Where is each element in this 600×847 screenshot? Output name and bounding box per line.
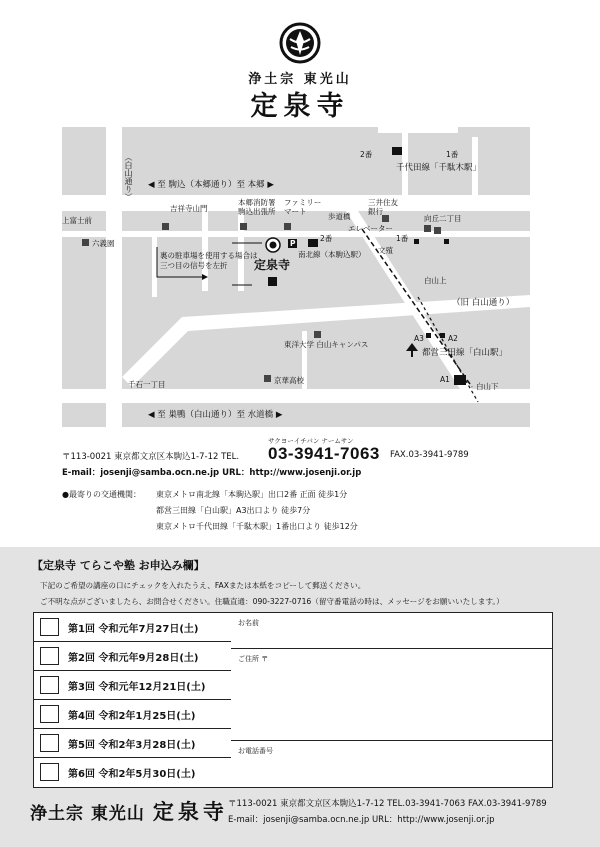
access-nanboku: 東京メトロ南北線「本駒込駅」出口2番 正面 徒歩1分 [156, 490, 348, 499]
name-field[interactable] [231, 613, 552, 649]
session-date-label: 第2回 令和元年9月28日(土) [68, 653, 199, 664]
map-label-hakusan-ue: 白山上 [424, 276, 447, 285]
session-row [34, 700, 232, 729]
footer-name: 定泉寺 [152, 799, 228, 824]
map-label-mita-line: 都営三田線「白山駅」 [422, 348, 508, 358]
map-label-sugamo-route: ◀ 至 巣鴨（白山通り）至 水道橋 ▶ [148, 410, 283, 420]
map-label-chiyoda-exit-1: 1番 [446, 150, 459, 159]
map-label-chiyoda-exit-2: 2番 [360, 150, 373, 159]
name-label: お名前 [238, 619, 259, 627]
footer-temple-name [30, 796, 228, 826]
applicant-info [231, 612, 553, 788]
address-label: ご住所 〒 [238, 655, 269, 663]
map-label-keika-high-school: 京華高校 [274, 376, 304, 385]
map-label-rikugien: 六義園 [92, 239, 115, 248]
parking-icon: P [290, 239, 296, 248]
footer-email-url: E-mail：josenji@samba.ocn.ne.jp URL：http://www.josenji.or.jp [228, 815, 495, 825]
footer-sect: 浄土宗 東光山 [30, 804, 145, 824]
fax-number: FAX.03-3941-9789 [390, 450, 469, 460]
map-label-sengoku: 千石一丁目 [128, 380, 166, 389]
map-label-komagome-dori: ◀ 至 駒込（本郷通り）至 本郷 ▶ [148, 180, 274, 190]
map-label-kamifujimae: 上富士前 [62, 216, 92, 225]
map-label-parking-note: 裏の駐車場を使用する場合は 三つ目の信号を左折 [160, 251, 258, 270]
session-checkbox-1[interactable] [40, 618, 59, 636]
session-row [34, 758, 232, 787]
address-field[interactable] [231, 649, 552, 741]
map-label-exit-2: 2番 [320, 234, 333, 243]
map-label-chiyoda-line: 千代田線「千駄木駅」 [396, 163, 482, 173]
tel-number: 03-3941-7063 [268, 444, 380, 463]
access-chiyoda: 東京メトロ千代田線「千駄木駅」1番出口より 徒歩12分 [156, 522, 358, 531]
temple-address: 〒113-0021 東京都文京区本駒込1-7-12 TEL. [62, 452, 240, 462]
sect-name: 浄土宗 東光山 [248, 72, 352, 87]
map-label-mitsui-sumitomo: 三井住友 銀行 [368, 198, 398, 216]
form-note-2: ご不明な点がございましたら、お問合せください。住職直通：090-3227-0716（留守番電話の時は、メッセージをお願いいたします。） [40, 597, 504, 606]
map-label-exit-a3: A3 [414, 334, 424, 343]
session-date-label: 第5回 令和2年3月28日(土) [68, 740, 196, 751]
tel-reading: サクヨーイチバン ナームサン [268, 437, 354, 445]
session-row [34, 642, 232, 671]
session-checkbox-4[interactable] [40, 705, 59, 723]
map-label-exit-a2: A2 [448, 334, 458, 343]
access-map [62, 127, 530, 427]
map-label-kichijoji-gate: 吉祥寺山門 [170, 204, 208, 213]
map-label-temple: 定泉寺 [254, 258, 291, 272]
email-url-line: E-mail：josenji@samba.ocn.ne.jp URL：http://www.josenji.or.jp [62, 468, 362, 478]
access-heading: ●最寄りの交通機関： [62, 490, 141, 499]
temple-crest-icon [279, 22, 321, 64]
access-mita: 都営三田線「白山駅」A3出口より 徒歩7分 [156, 506, 311, 515]
session-row [34, 671, 232, 700]
session-date-label: 第6回 令和2年5月30日(土) [68, 769, 196, 780]
session-date-label: 第4回 令和2年1月25日(土) [68, 711, 196, 722]
map-label-hakusan-shita: 白山下 [476, 382, 499, 391]
map-label-exit-a1: A1 [440, 375, 450, 384]
session-checkbox-5[interactable] [40, 734, 59, 752]
session-checkbox-2[interactable] [40, 647, 59, 665]
map-label-exit-1: 1番 [396, 234, 409, 243]
session-date-label: 第3回 令和元年12月21日(土) [68, 682, 206, 693]
session-row [34, 613, 232, 642]
session-list [33, 612, 233, 788]
form-note-1: 下記のご希望の講座の口にチェックを入れたうえ、FAXまたは本紙をコピーして郵送ください。 [40, 581, 366, 590]
phone-field[interactable] [231, 741, 552, 787]
map-label-escalator: エレベーター [348, 224, 393, 233]
session-date-label: 第1回 令和元年7月27日(土) [68, 624, 199, 635]
phone-label: お電話番号 [238, 747, 273, 755]
map-label-toyo-university: 東洋大学 白山キャンパス [284, 340, 369, 349]
footer-address: 〒113-0021 東京都文京区本駒込1-7-12 TEL.03-3941-7063 FAX.03-3941-9789 [228, 799, 547, 809]
map-label-nanboku-line: 南北線（本駒込駅） [298, 250, 366, 259]
map-label-mukogaoka: 向丘二丁目 [424, 214, 462, 223]
map-label-hakusan-dori-vertical: （白山通り） [124, 153, 133, 201]
map-label-bunkyo: 文殖 [378, 246, 393, 255]
temple-title: 定泉寺 [250, 91, 350, 122]
map-label-fire-station: 本郷消防署 駒込出張所 [238, 198, 276, 216]
map-label-family-mart: ファミリー マート [284, 198, 322, 216]
session-checkbox-6[interactable] [40, 763, 59, 781]
session-row [34, 729, 232, 758]
form-heading: 【定泉寺 てらこや塾 お申込み欄】 [32, 559, 205, 572]
map-label-hodokyo: 歩道橋 [328, 212, 351, 221]
map-label-old-hakusan-dori: （旧 白山通り） [452, 298, 515, 308]
session-checkbox-3[interactable] [40, 676, 59, 694]
